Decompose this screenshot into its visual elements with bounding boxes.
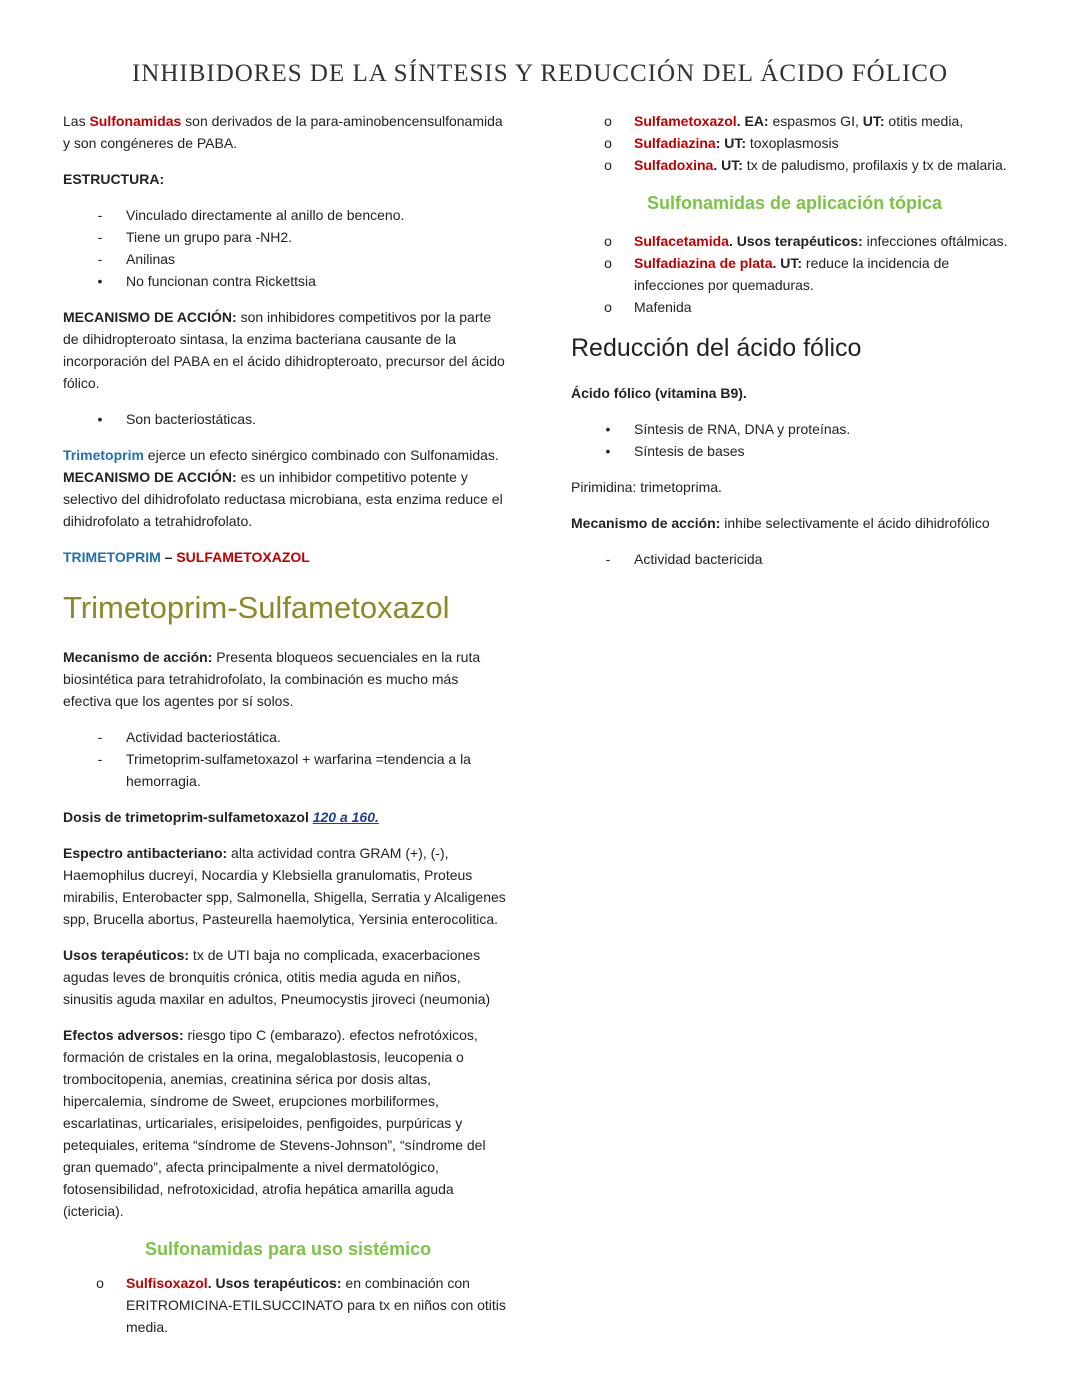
sulfisoxazol-list: [63, 1272, 508, 1338]
list-item: - Trimetoprim-sulfametoxazol + warfarina =tendencia a la hemorragia.: [97, 751, 471, 789]
list-item: o Sulfadoxina. UT: tx de paludismo, profilaxis y tx de malaria.: [604, 157, 1007, 173]
page-title: INHIBIDORES DE LA SÍNTESIS Y REDUCCIÓN DEL ÁCIDO FÓLICO: [131, 60, 949, 87]
list-item: - Anilinas: [97, 251, 176, 267]
right-column: [571, 110, 1021, 584]
sulfonamidas-term: Sulfonamidas: [89, 113, 182, 129]
espectro-paragraph: Espectro antibacteriano: alta actividad contra GRAM (+), (-), Haemophilus ducreyi, Nocardia y Klebsiella granulomatis, Proteus mirabilis, Enterobacter spp, Salmonella, Shigella, Serratia y Alcaligenes spp, Brucella abortus, Pasteurella haemolytica, Yersinia enterocolitica.: [63, 845, 506, 927]
list-item: - Actividad bactericida: [605, 551, 763, 567]
list-item: • Síntesis de bases: [605, 443, 745, 459]
list-item: • Son bacteriostáticas.: [97, 411, 256, 427]
list-item: - Actividad bacteriostática.: [97, 729, 281, 745]
left-column: [63, 110, 508, 1352]
usos-paragraph: Usos terapéuticos: tx de UTI baja no complicada, exacerbaciones agudas leves de bronquitis crónica, otitis media aguda en niños, sinusitis aguda maxilar en adultos, Pneumocystis jiroveci (neumonia): [63, 947, 491, 1007]
efectos-paragraph: Efectos adversos: riesgo tipo C (embarazo). efectos nefrotóxicos, formación de cristales en la orina, megaloblastosis, leucopenia o trombocitopenia, anemias, creatinina sérica por dosis altas, hipercalemia, síndrome de Sweet, erupciones morbiliformes, escarlatinas, urticariales, erisipeloides, penfigoides, purpúricas y petequiales, eritema “síndrome de Stevens-Johnson”, “síndrome del gran quemado”, afecta principalmente a nivel dermatológico, fotosensibilidad, nefrotoxicidad, atrofia hepática amarilla aguda (ictericia).: [63, 1027, 486, 1219]
mecanismo-tmp-smx-list: [63, 726, 508, 792]
intro-paragraph: Las Sulfonamidas son derivados de la para-aminobencensulfonamida y son congéneres de PABA.: [63, 113, 503, 151]
list-item: • No funcionan contra Rickettsia: [97, 273, 316, 289]
list-item: o Sulfisoxazol. Usos terapéuticos: en combinación con ERITROMICINA-ETILSUCCINATO para tx en niños con otitis media.: [96, 1275, 506, 1335]
list-item: o Sulfadiazina de plata. UT: reduce la incidencia de infecciones por quemaduras.: [604, 255, 950, 293]
dosis-paragraph: Dosis de trimetoprim-sulfametoxazol 120 a 160.: [63, 809, 379, 825]
combo-label: TRIMETOPRIM – SULFAMETOXAZOL: [63, 549, 310, 565]
mecanismo-reduccion-list: [571, 548, 1021, 570]
acido-folico-label: Ácido fólico (vitamina B9).: [571, 385, 747, 401]
dosis-link[interactable]: 120 a 160.: [312, 809, 379, 825]
list-item: o Sulfadiazina: UT: toxoplasmosis: [604, 135, 839, 151]
mecanismo-sulfonamidas: MECANISMO DE ACCIÓN: son inhibidores competitivos por la parte de dihidropteroato sintasa, la enzima bacteriana causante de la incorporación del PABA en el ácido dihidropteroato, precursor del ácido fólico.: [63, 309, 505, 391]
section-heading-topica: Sulfonamidas de aplicación tópica: [647, 193, 943, 213]
section-heading-tmp-smx: Trimetoprim-Sulfametoxazol: [63, 590, 450, 625]
sistemico-list: [571, 110, 1021, 176]
list-item: o Mafenida: [604, 299, 692, 315]
estructura-list: [63, 204, 508, 292]
acido-folico-list: [571, 418, 1021, 462]
pirimidina-line: Pirimidina: trimetoprima.: [571, 479, 722, 495]
section-heading-reduccion: Reducción del ácido fólico: [571, 334, 862, 362]
list-item: o Sulfacetamida. Usos terapéuticos: infecciones oftálmicas.: [604, 233, 1008, 249]
topica-list: [571, 230, 1021, 318]
list-item: - Vinculado directamente al anillo de benceno.: [97, 207, 405, 223]
trimetoprim-paragraph: Trimetoprim ejerce un efecto sinérgico combinado con Sulfonamidas. MECANISMO DE ACCIÓN: es un inhibidor competitivo potente y selectivo del dihidrofolato reductasa microbiana, esta enzima reduce el dihidrofolato a tetrahidrofolato.: [63, 447, 503, 529]
section-heading-sistemico: Sulfonamidas para uso sistémico: [145, 1239, 432, 1259]
list-item: • Síntesis de RNA, DNA y proteínas.: [605, 421, 851, 437]
list-item: o Sulfametoxazol. EA: espasmos GI, UT: otitis media,: [604, 113, 964, 129]
list-item: - Tiene un grupo para -NH2.: [97, 229, 293, 245]
mecanismo-reduccion: Mecanismo de acción: inhibe selectivamente el ácido dihidrofólico: [571, 515, 990, 531]
bacteriostaticas-list: [63, 408, 508, 430]
mecanismo-tmp-smx: Mecanismo de acción: Presenta bloqueos secuenciales en la ruta biosintética para tetrahidrofolato, la combinación es mucho más efectiva que los agentes por sí solos.: [63, 649, 481, 709]
estructura-label: ESTRUCTURA:: [63, 171, 165, 187]
